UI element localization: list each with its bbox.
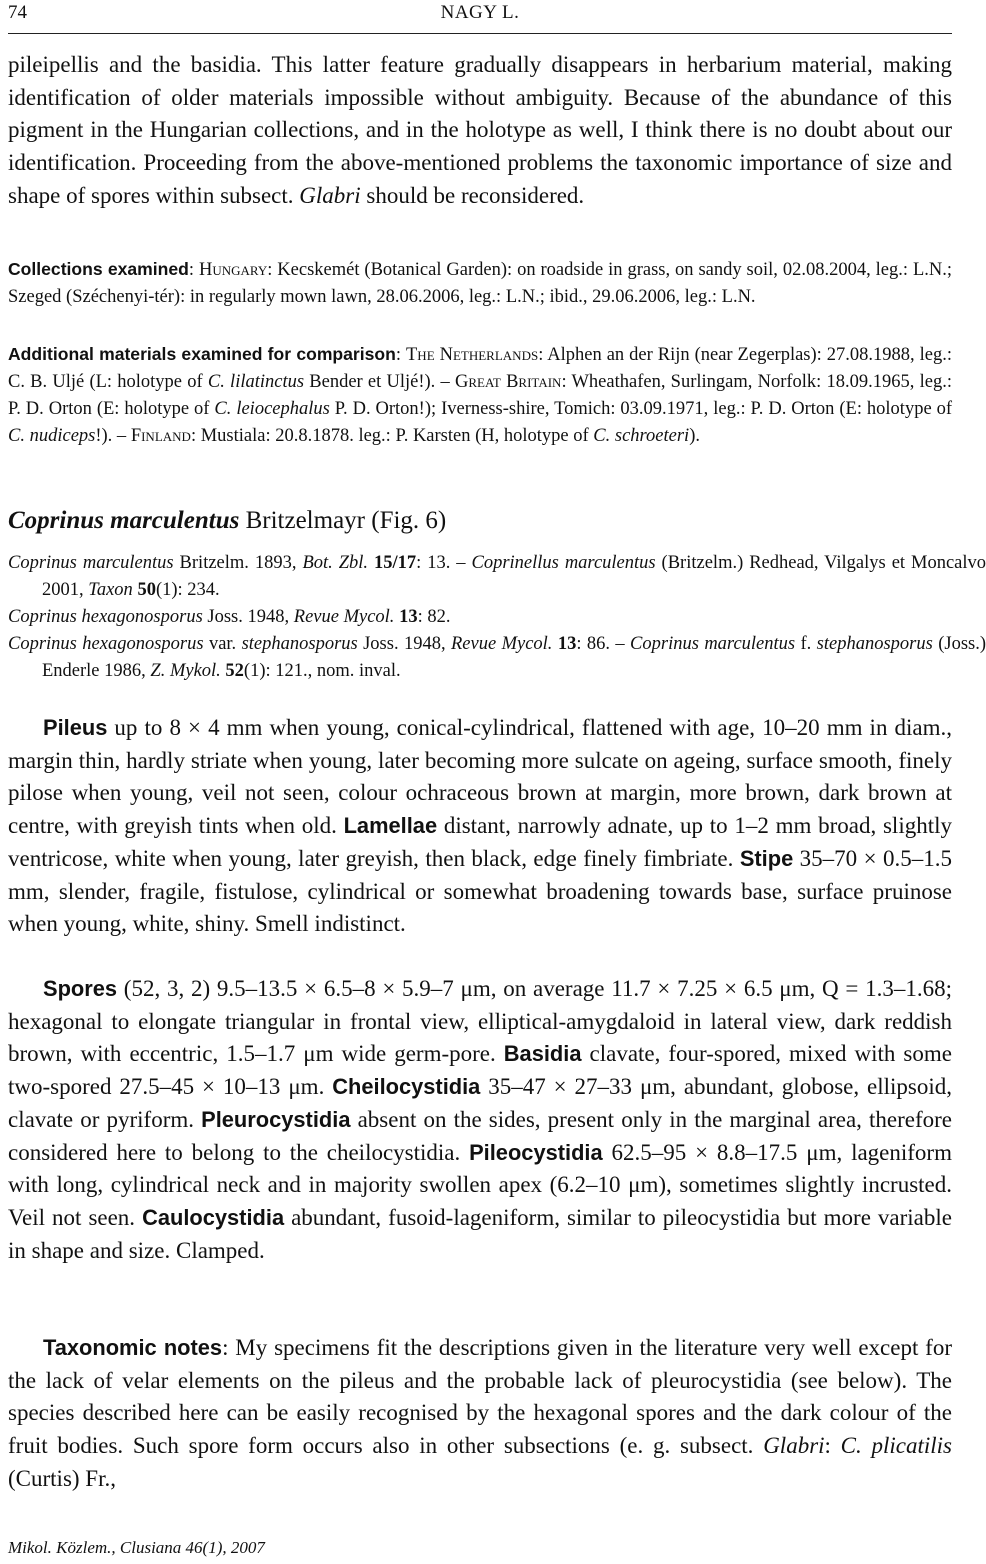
species-heading: Coprinus marculentus Britzelmayr (Fig. 6): [8, 507, 447, 534]
macro-description: Pileus up to 8 × 4 mm when young, conical-cylindrical, flattened with age, 10–20 mm in diam., margin thin, hardly striate when young, later becoming more sulcate on ageing, surface smooth, finely pilose when young, veil not seen, colour ochraceous brown at margin, more brown, dark brown at centre, with greyish tints when old. Lamellae distant, narrowly adnate, up to 1–2 mm broad, slightly ventricose, white when young, later greyish, then black, edge finely fimbriate. Stipe 35–70 × 0.5–1.5 mm, slender, fragile, fistulose, cylindrical or somewhat broadening towards base, surface pruinose when young, white, shiny. Smell indistinct.: [8, 715, 952, 937]
page-number: 74: [8, 2, 27, 23]
synonym-1: Coprinus marculentus Britzelm. 1893, Bot. Zbl. 15/17: 13. – Coprinellus marculentus (Britzelm.) Redhead, Vilgalys et Moncalvo 2001, Taxon 50(1): 234.: [8, 553, 986, 600]
taxonomic-notes: Taxonomic notes: My specimens fit the descriptions given in the literature very well except for the lack of velar elements on the pileus and the probable lack of pleurocystidia (see below). The species described here can be easily recognised by the hexagonal spores and the dark colour of the fruit bodies. Such spore form occurs also in other subsections (e. g. subsect. Glabri: C. plicatilis (Curtis) Fr.,: [8, 1335, 953, 1491]
intro-paragraph: pileipellis and the basidia. This latter feature gradually disappears in herbarium material, making identification of older materials impossible without ambiguity. Because of the abundance of this pigment in the Hungarian collections, and in the holotype as well, I think there is no doubt about our identification. Proceeding from the above-mentioned problems the taxonomic importance of size and shape of spores within subsect. Glabri should be reconsidered.: [8, 52, 952, 208]
page-header: [8, 2, 952, 30]
synonym-2: Coprinus hexagonosporus Joss. 1948, Revue Mycol. 13: 82.: [8, 607, 451, 627]
micro-description: Spores (52, 3, 2) 9.5–13.5 × 6.5–8 × 5.9–7 μm, on average 11.7 × 7.25 × 6.5 μm, Q = 1.3–1.68; hexagonal to elongate triangular in frontal view, elliptical-amygdaloid in lateral view, dark reddish brown, with eccentric, 1.5–1.7 μm wide germ-pore. Basidia clavate, four-spored, mixed with some two-spored 27.5–45 × 10–13 μm. Cheilocystidia 35–47 × 27–33 μm, abundant, globose, ellipsoid, clavate or pyriform. Pleurocystidia absent on the sides, present only in the marginal area, therefore considered here to belong to the cheilocystidia. Pileocystidia 62.5–95 × 8.8–17.5 μm, lageniform with long, cylindrical neck and in majority swollen apex (6.2–10 μm), sometimes slightly incrusted. Veil not seen. Caulocystidia abundant, fusoid-lageniform, similar to pileocystidia but more variable in shape and size. Clamped.: [8, 976, 953, 1263]
collections-examined: Collections examined: Hungary: Kecskemét (Botanical Garden): on roadside in grass, on sandy soil, 02.08.2004, leg.: L.N.; Szeged (Széchenyi-tér): in regularly mown lawn, 28.06.2006, leg.: L.N.; ibid., 29.06.2006, leg.: L.N.: [8, 259, 953, 307]
running-head: NAGY L.: [440, 2, 520, 23]
journal-footer: Mikol. Közlem., Clusiana 46(1), 2007: [8, 1538, 265, 1557]
header-rule: [8, 33, 952, 34]
additional-materials: Additional materials examined for comparison: The Netherlands: Alphen an der Rijn (near Zegerplas): 27.08.1988, leg.: C. B. Uljé (L: holotype of C. lilatinctus Bender et Uljé!). – Great Britain: Wheathafen, Surlingam, Norfolk: 18.09.1965, leg.: P. D. Orton (E: holotype of C. leiocephalus P. D. Orton!); Iverness-shire, Tomich: 03.09.1971, leg.: P. D. Orton (E: holotype of C. nudiceps!). – Finland: Mustiala: 20.8.1878. leg.: P. Karsten (H, holotype of C. schroeteri).: [8, 344, 953, 446]
synonym-3: Coprinus hexagonosporus var. stephanosporus Joss. 1948, Revue Mycol. 13: 86. – Coprinus marculentus f. stephanosporus (Joss.) Enderle 1986, Z. Mykol. 52(1): 121., nom. inval.: [8, 634, 986, 681]
